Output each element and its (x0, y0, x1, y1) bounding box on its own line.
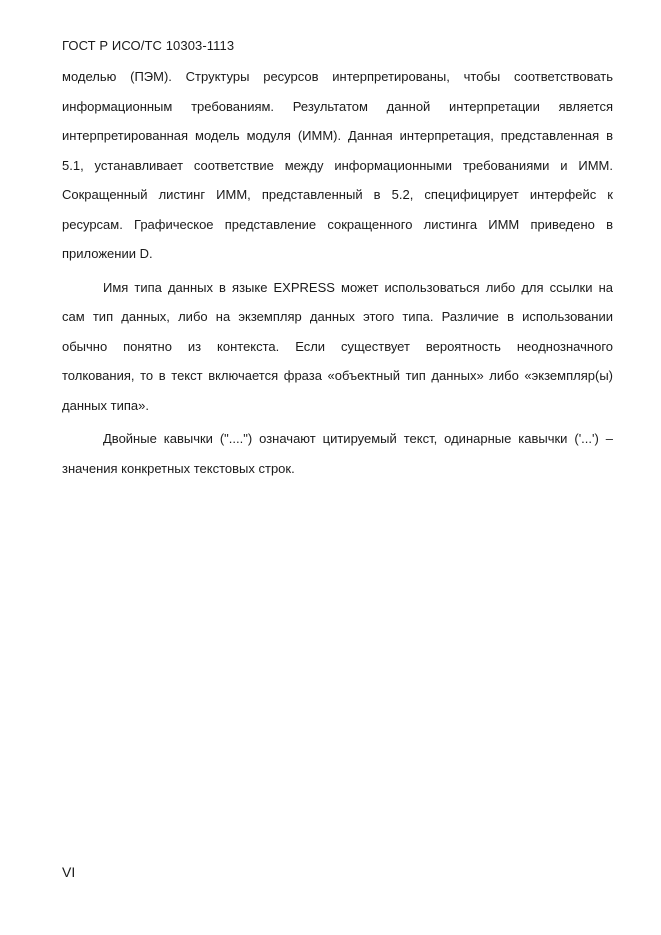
page-number: VI (62, 864, 76, 880)
body-text (62, 62, 613, 483)
text-line: сам тип данных, либо на экземпляр данных этого типа. Различие в использовании (62, 309, 613, 324)
text-line: Двойные кавычки ("....") означают цитируемый текст, одинарные кавычки ('...') – (103, 431, 613, 446)
text-line: 5.1, устанавливает соответствие между информационными требованиями и ИММ. (62, 157, 613, 173)
text-line: Сокращенный листинг ИММ, представленный в 5.2, специфицирует интерфейс к (62, 187, 613, 202)
text-line: данных типа». (62, 397, 149, 413)
text-line: информационным требованиям. Результатом данной интерпретации является (62, 98, 613, 114)
text-line: приложении D. (62, 246, 153, 261)
text-line: моделью (ПЭМ). Структуры ресурсов интерпретированы, чтобы соответствовать (62, 69, 613, 84)
text-line: обычно понятно из контекста. Если существует вероятность неоднозначного (62, 338, 613, 354)
text-line: ресурсам. Графическое представление сокращенного листинга ИММ приведено в (62, 216, 613, 232)
document-header: ГОСТ Р ИСО/ТС 10303-1113 (62, 38, 235, 53)
paragraph-2 (62, 273, 613, 421)
text-line: интерпретированная модель модуля (ИММ). Данная интерпретация, представленная в (62, 128, 613, 143)
text-line: толкования, то в текст включается фраза «объектный тип данных» либо «экземпляр(ы) (62, 368, 613, 383)
paragraph-1 (62, 62, 613, 269)
paragraph-3 (62, 424, 613, 483)
text-line: значения конкретных текстовых строк. (62, 460, 295, 476)
text-line: Имя типа данных в языке EXPRESS может использоваться либо для ссылки на (103, 279, 613, 295)
